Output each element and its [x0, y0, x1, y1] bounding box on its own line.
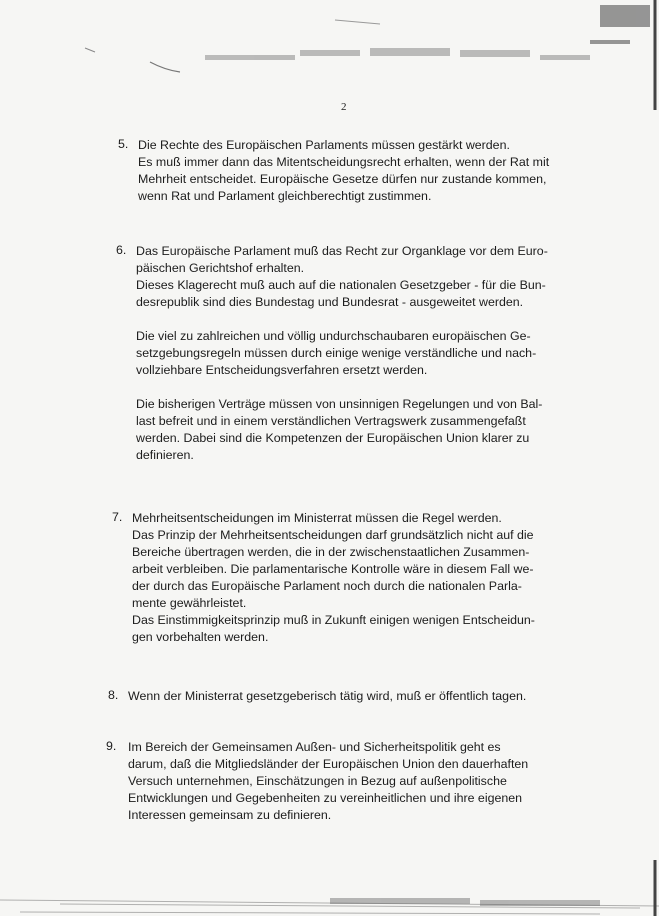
text-line: Die bisherigen Verträge müssen von unsinnigen Regelungen und von Bal- [136, 397, 543, 411]
text-line: vollziehbare Entscheidungsverfahren ersetzt werden. [136, 363, 428, 377]
text-line: Versuch unternehmen, Einschätzungen in Bezug auf außenpolitische [128, 774, 507, 788]
text-line: Mehrheitsentscheidungen im Ministerrat müssen die Regel werden. [132, 511, 502, 525]
scan-noise-top [0, 0, 659, 110]
text-line: Das Einstimmigkeitsprinzip muß in Zukunft einigen wenigen Entscheidun- [132, 613, 535, 627]
page-number: 2 [341, 101, 347, 113]
text-line: Entwicklungen und Gegebenheiten zu vereinheitlichen und ihre eigenen [128, 791, 523, 805]
text-line: Interessen gemeinsam zu definieren. [128, 808, 332, 822]
text-line: Das Europäische Parlament muß das Recht zur Organklage vor dem Euro- [136, 244, 548, 258]
text-line: arbeit verbleiben. Die parlamentarische Kontrolle wäre in diesem Fall we- [132, 562, 534, 576]
text-line: wenn Rat und Parlament gleichberechtigt zustimmen. [138, 189, 432, 203]
text-line: desrepublik sind dies Bundestag und Bundesrat - ausgeweitet werden. [136, 295, 524, 309]
text-line: Dieses Klagerecht muß auch auf die nationalen Gesetzgeber - für die Bun- [136, 278, 546, 292]
text-line: gen vorbehalten werden. [132, 630, 269, 644]
text-line: darum, daß die Mitgliedsländer der Europäischen Union den dauerhaften [128, 757, 529, 771]
text-line: werden. Dabei sind die Kompetenzen der Europäischen Union klarer zu [136, 431, 530, 445]
text-line: last befreit und in einem verständlichen Vertragswerk zusammengefaßt [136, 414, 526, 428]
text-line: Es muß immer dann das Mitentscheidungsrecht erhalten, wenn der Rat mit [138, 155, 550, 169]
item-number: 7. [112, 510, 123, 524]
text-line: Das Prinzip der Mehrheitsentscheidungen darf grundsätzlich nicht auf die [132, 528, 534, 542]
text-line: Wenn der Ministerrat gesetzgeberisch tätig wird, muß er öffentlich tagen. [128, 689, 527, 703]
scan-noise-bottom [0, 860, 659, 916]
text-line: Im Bereich der Gemeinsamen Außen- und Sicherheitspolitik geht es [128, 740, 501, 754]
item-number: 6. [116, 243, 127, 257]
text-line: päischen Gerichtshof erhalten. [136, 261, 305, 275]
text-line: Die viel zu zahlreichen und völlig undurchschaubaren europäischen Ge- [136, 329, 531, 343]
text-line: Mehrheit entscheidet. Europäische Gesetze dürfen nur zustande kommen, [138, 172, 547, 186]
text-line: setzgebungsregeln müssen durch einige wenige verständliche und nach- [136, 346, 537, 360]
item-number: 8. [108, 688, 119, 702]
text-line: definieren. [136, 448, 194, 462]
item-number: 5. [118, 137, 129, 151]
item-number: 9. [106, 739, 117, 753]
text-line: Die Rechte des Europäischen Parlaments müssen gestärkt werden. [138, 138, 510, 152]
text-line: der durch das Europäische Parlament noch durch die nationalen Parla- [132, 579, 522, 593]
text-line: Bereiche übertragen werden, die in der zwischenstaatlichen Zusammen- [132, 545, 530, 559]
text-line: mente gewährleistet. [132, 596, 247, 610]
